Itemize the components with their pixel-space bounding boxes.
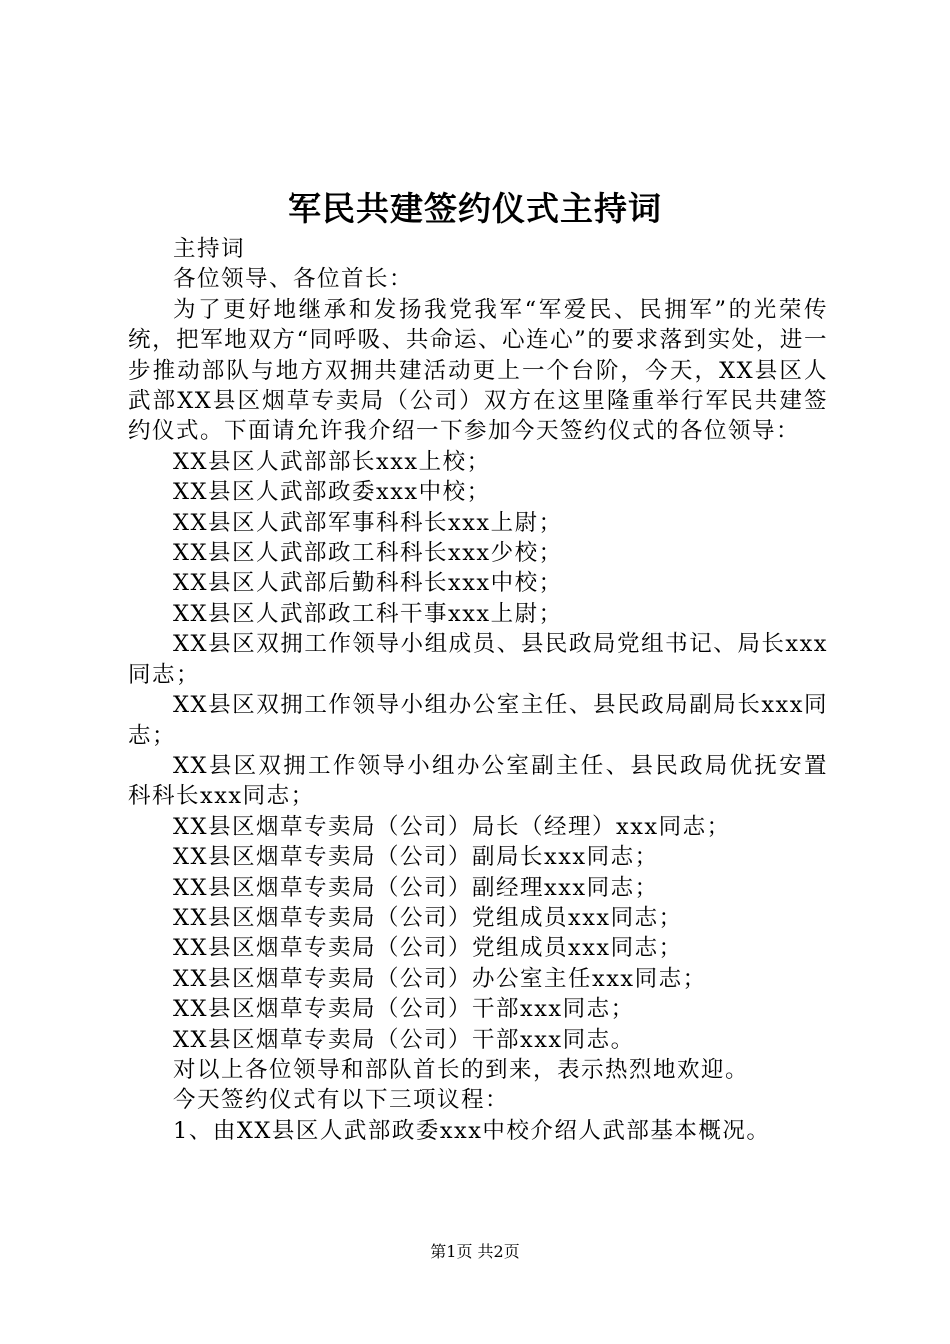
paragraph-intro: 为了更好地继承和发扬我党我军“军爱民、民拥军”的光荣传统，把军地双方“同呼吸、共命运、心连心”的要求落到实处，进一步推动部队与地方双拥共建活动更上一个台阶，今天，XX县区人武部XX县区烟草专卖局（公司）双方在这里隆重举行军民共建签约仪式。下面请允许我介绍一下参加今天签约仪式的各位领导： [128, 296, 828, 445]
paragraph-agenda-intro: 今天签约仪式有以下三项议程： [173, 1087, 510, 1114]
attendee-line: XX县区烟草专卖局（公司）副局长xxx同志； [173, 844, 659, 871]
attendee-line: XX县区双拥工作领导小组办公室主任、县民政局副局长xxx同志； [128, 692, 828, 749]
paragraph-welcome: 对以上各位领导和部队首长的到来，表示热烈地欢迎。 [173, 1056, 750, 1083]
attendee-line: XX县区人武部政工科科长xxx少校； [173, 540, 563, 567]
attendee-line: XX县区烟草专卖局（公司）局长（经理）xxx同志； [173, 813, 731, 840]
attendee-line: XX县区烟草专卖局（公司）副经理xxx同志； [173, 874, 659, 901]
paragraph-salutation: 各位领导、各位首长： [173, 266, 414, 293]
attendee-line: XX县区人武部政委xxx中校； [173, 479, 491, 506]
attendee-line: XX县区人武部后勤科科长xxx中校； [173, 570, 563, 597]
attendee-line: XX县区双拥工作领导小组成员、县民政局党组书记、局长xxx同志； [128, 631, 828, 688]
page-footer: 第1页 共2页 [430, 1242, 520, 1261]
attendee-line: XX县区人武部部长xxx上校； [173, 448, 491, 475]
document-body [128, 234, 828, 1146]
attendee-line: XX县区烟草专卖局（公司）干部xxx同志； [173, 996, 635, 1023]
attendee-line: XX县区烟草专卖局（公司）党组成员xxx同志； [173, 904, 683, 931]
attendee-line: XX县区烟草专卖局（公司）办公室主任xxx同志； [173, 965, 707, 992]
paragraph-heading: 主持词 [173, 236, 246, 262]
attendee-line: XX县区烟草专卖局（公司）党组成员xxx同志； [173, 935, 683, 962]
attendee-line: XX县区烟草专卖局（公司）干部xxx同志。 [173, 1026, 635, 1053]
attendee-line: XX县区双拥工作领导小组办公室副主任、县民政局优抚安置科科长xxx同志； [128, 752, 828, 810]
attendee-line: XX县区人武部政工科干事xxx上尉； [173, 600, 563, 627]
attendee-line: XX县区人武部军事科科长xxx上尉； [173, 509, 563, 536]
agenda-item: 1、由XX县区人武部政委xxx中校介绍人武部基本概况。 [173, 1117, 771, 1144]
document-title: 军民共建签约仪式主持词 [288, 189, 662, 228]
